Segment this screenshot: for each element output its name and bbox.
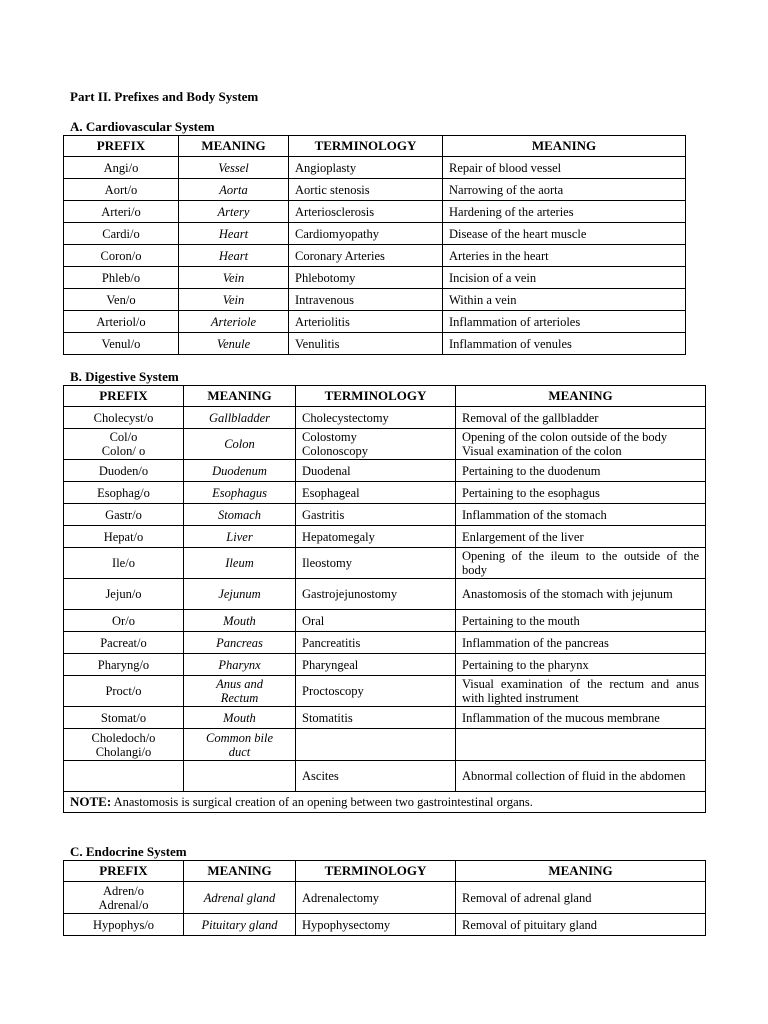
definition-cell-text: Within a vein bbox=[449, 292, 517, 307]
terminology-cell-text: Hypophysectomy bbox=[302, 917, 391, 932]
definition-cell-text: Abnormal collection of fluid in the abdomen bbox=[462, 769, 686, 783]
meaning-cell bbox=[179, 157, 289, 179]
terminology-cell-text: Hepatomegaly bbox=[302, 529, 375, 544]
terminology-cell-text: Esophageal bbox=[302, 485, 360, 500]
terminology-cell bbox=[296, 460, 456, 482]
table-row bbox=[64, 157, 686, 179]
definition-cell bbox=[456, 504, 706, 526]
prefix-cell-text: Stomat/o bbox=[100, 710, 147, 725]
definition-cell-text: Arteries in the heart bbox=[449, 248, 549, 263]
terminology-cell bbox=[289, 333, 443, 355]
meaning-cell bbox=[179, 289, 289, 311]
terminology-cell-text: Colostomy bbox=[302, 430, 357, 444]
prefix-cell-text: Hepat/o bbox=[103, 529, 144, 544]
meaning-cell bbox=[184, 482, 296, 504]
definition-cell bbox=[456, 654, 706, 676]
definition-cell-text: Narrowing of the aorta bbox=[449, 182, 564, 197]
terminology-cell-text: Angioplasty bbox=[295, 160, 357, 175]
terminology-cell bbox=[296, 610, 456, 632]
meaning-cell-text: Liver bbox=[226, 529, 253, 544]
table-row bbox=[64, 882, 706, 914]
terminology-cell-text: Coronary Arteries bbox=[295, 248, 385, 263]
meaning-cell-text: Heart bbox=[218, 248, 249, 263]
definition-cell-text: Inflammation of the mucous membrane bbox=[462, 710, 660, 725]
meaning-cell-text: Venule bbox=[216, 336, 251, 351]
col-header-meaning: MEANING bbox=[179, 136, 289, 157]
prefix-cell-text: Angi/o bbox=[103, 160, 139, 175]
meaning-cell-text: Stomach bbox=[217, 507, 262, 522]
meaning-cell-text: Heart bbox=[218, 226, 249, 241]
terminology-cell bbox=[296, 632, 456, 654]
prefix-cell-text: Arteriol/o bbox=[96, 314, 146, 329]
table-row bbox=[64, 482, 706, 504]
terminology-cell-text: Intravenous bbox=[295, 292, 355, 307]
prefix-cell bbox=[64, 482, 184, 504]
table-row bbox=[64, 914, 706, 936]
meaning-cell bbox=[184, 610, 296, 632]
prefix-cell bbox=[64, 429, 184, 460]
definition-cell-text: Repair of blood vessel bbox=[449, 160, 562, 175]
note-label: NOTE: bbox=[70, 794, 112, 809]
prefix-cell bbox=[64, 179, 179, 201]
terminology-cell-text: Oral bbox=[302, 613, 325, 628]
definition-cell bbox=[456, 460, 706, 482]
meaning-cell-text: Vessel bbox=[218, 160, 249, 175]
terminology-cell-text: Pharyngeal bbox=[302, 657, 359, 672]
table-header-row bbox=[64, 136, 686, 157]
meaning-cell-text: Mouth bbox=[223, 613, 256, 628]
definition-cell bbox=[456, 914, 706, 936]
prefix-cell bbox=[64, 311, 179, 333]
definition-cell-text: Removal of adrenal gland bbox=[462, 890, 592, 905]
definition-cell bbox=[443, 157, 686, 179]
endocrine-table bbox=[63, 860, 706, 936]
col-header-terminology: TERMINOLOGY bbox=[296, 861, 456, 882]
prefix-cell-text: Ile/o bbox=[112, 556, 135, 570]
terminology-cell bbox=[296, 676, 456, 707]
meaning-cell-text: Common bile bbox=[205, 730, 273, 745]
terminology-cell-text: Ascites bbox=[302, 769, 339, 783]
meaning-cell bbox=[179, 179, 289, 201]
definition-cell bbox=[456, 676, 706, 707]
meaning-cell-text: Rectum bbox=[220, 691, 259, 705]
prefix-cell bbox=[64, 654, 184, 676]
meaning-cell bbox=[184, 676, 296, 707]
meaning-cell bbox=[184, 460, 296, 482]
definition-cell-text: Inflammation of venules bbox=[449, 336, 572, 351]
table-row bbox=[64, 223, 686, 245]
prefix-cell bbox=[64, 526, 184, 548]
table-row bbox=[64, 707, 706, 729]
prefix-cell-text: Col/o bbox=[109, 430, 138, 444]
part-title: Part II. Prefixes and Body System bbox=[70, 89, 259, 104]
terminology-cell bbox=[289, 157, 443, 179]
definition-cell-text: Disease of the heart muscle bbox=[449, 226, 587, 241]
meaning-cell-text: Colon bbox=[224, 437, 255, 451]
prefix-cell bbox=[64, 882, 184, 914]
terminology-cell bbox=[296, 707, 456, 729]
prefix-cell-text: Or/o bbox=[112, 613, 135, 628]
note-cell bbox=[64, 792, 706, 813]
definition-cell-text: Removal of pituitary gland bbox=[462, 917, 598, 932]
meaning-cell bbox=[179, 267, 289, 289]
terminology-cell-text: Duodenal bbox=[302, 463, 351, 478]
terminology-cell-text: Proctoscopy bbox=[302, 684, 364, 698]
terminology-cell bbox=[296, 526, 456, 548]
meaning-cell bbox=[184, 632, 296, 654]
meaning-cell bbox=[184, 882, 296, 914]
terminology-cell-text: Colonoscopy bbox=[302, 444, 368, 458]
definition-cell-text: Hardening of the arteries bbox=[449, 204, 574, 219]
meaning-cell bbox=[184, 729, 296, 761]
meaning-cell-text: Pancreas bbox=[216, 635, 263, 650]
table-row bbox=[64, 311, 686, 333]
meaning-cell bbox=[184, 654, 296, 676]
prefix-cell bbox=[64, 245, 179, 267]
meaning-cell bbox=[179, 201, 289, 223]
col-header-definition: MEANING bbox=[456, 386, 706, 407]
prefix-cell bbox=[64, 579, 184, 610]
endocrine-section-title: C. Endocrine System bbox=[70, 844, 187, 859]
prefix-cell bbox=[64, 729, 184, 761]
prefix-cell bbox=[64, 914, 184, 936]
prefix-cell-text: Cardi/o bbox=[102, 226, 140, 241]
meaning-cell-text: Artery bbox=[217, 204, 250, 219]
terminology-cell-text: Arteriosclerosis bbox=[295, 204, 375, 219]
prefix-cell bbox=[64, 407, 184, 429]
terminology-cell-text: Venulitis bbox=[295, 336, 340, 351]
terminology-cell bbox=[289, 223, 443, 245]
col-header-prefix: PREFIX bbox=[64, 861, 184, 882]
col-header-prefix: PREFIX bbox=[64, 136, 179, 157]
table-row bbox=[64, 289, 686, 311]
table-row bbox=[64, 333, 686, 355]
prefix-cell-text: Duoden/o bbox=[98, 463, 149, 478]
prefix-cell-text: Jejun/o bbox=[105, 587, 142, 601]
prefix-cell bbox=[64, 201, 179, 223]
meaning-cell-text: Anus and bbox=[216, 677, 263, 691]
terminology-cell bbox=[289, 267, 443, 289]
prefix-cell-text: Ven/o bbox=[106, 292, 136, 307]
definition-cell bbox=[456, 882, 706, 914]
meaning-cell bbox=[179, 245, 289, 267]
prefix-cell-text: Pharyng/o bbox=[97, 657, 150, 672]
table-row bbox=[64, 610, 706, 632]
meaning-cell-text: Vein bbox=[222, 270, 245, 285]
terminology-cell-text: Gastrojejunostomy bbox=[302, 587, 398, 601]
terminology-cell bbox=[296, 429, 456, 460]
definition-cell-text: Pertaining to the duodenum bbox=[462, 463, 601, 478]
definition-cell bbox=[443, 223, 686, 245]
definition-cell bbox=[456, 632, 706, 654]
meaning-cell bbox=[184, 429, 296, 460]
table-row bbox=[64, 676, 706, 707]
definition-cell bbox=[456, 579, 706, 610]
definition-cell bbox=[443, 179, 686, 201]
terminology-cell bbox=[296, 579, 456, 610]
terminology-cell bbox=[289, 289, 443, 311]
terminology-cell bbox=[296, 548, 456, 579]
digestive-section-title: B. Digestive System bbox=[70, 369, 179, 384]
definition-cell-text: Incision of a vein bbox=[449, 270, 537, 285]
table-row bbox=[64, 504, 706, 526]
terminology-cell bbox=[296, 407, 456, 429]
cardio-table bbox=[63, 135, 686, 355]
terminology-cell-text: Aortic stenosis bbox=[295, 182, 370, 197]
definition-cell bbox=[443, 245, 686, 267]
definition-cell bbox=[443, 289, 686, 311]
terminology-cell bbox=[296, 882, 456, 914]
meaning-cell bbox=[184, 407, 296, 429]
prefix-cell-text: Phleb/o bbox=[101, 270, 141, 285]
prefix-cell bbox=[64, 676, 184, 707]
prefix-cell bbox=[64, 548, 184, 579]
meaning-cell bbox=[184, 707, 296, 729]
col-header-definition: MEANING bbox=[456, 861, 706, 882]
terminology-cell bbox=[289, 245, 443, 267]
table-row bbox=[64, 761, 706, 792]
table-row bbox=[64, 526, 706, 548]
terminology-cell bbox=[289, 311, 443, 333]
meaning-cell bbox=[179, 311, 289, 333]
prefix-cell bbox=[64, 333, 179, 355]
prefix-cell bbox=[64, 761, 184, 792]
meaning-cell bbox=[184, 504, 296, 526]
col-header-terminology: TERMINOLOGY bbox=[296, 386, 456, 407]
definition-cell bbox=[456, 729, 706, 761]
terminology-cell-text: Adrenalectomy bbox=[302, 890, 380, 905]
prefix-cell-text: Arteri/o bbox=[101, 204, 141, 219]
definition-cell bbox=[456, 526, 706, 548]
meaning-cell-text: Duodenum bbox=[212, 463, 267, 478]
prefix-cell-text: Adrenal/o bbox=[98, 897, 149, 912]
table-row bbox=[64, 429, 706, 460]
definition-cell-text: Anastomosis of the stomach with jejunum bbox=[462, 587, 673, 601]
terminology-cell bbox=[296, 482, 456, 504]
terminology-cell-text: Cardiomyopathy bbox=[295, 226, 380, 241]
definition-cell-text: Visual examination of the rectum and anus with lighted instrument bbox=[462, 677, 699, 705]
definition-cell bbox=[456, 707, 706, 729]
meaning-cell bbox=[179, 333, 289, 355]
meaning-cell-text: Pituitary gland bbox=[201, 917, 278, 932]
definition-cell-text: Pertaining to the esophagus bbox=[462, 485, 600, 500]
table-row bbox=[64, 407, 706, 429]
table-row bbox=[64, 548, 706, 579]
meaning-cell-text: Ileum bbox=[225, 556, 254, 570]
col-header-meaning: MEANING bbox=[184, 861, 296, 882]
terminology-cell-text: Gastritis bbox=[302, 507, 345, 522]
note-text: Anastomosis is surgical creation of an opening between two gastrointestinal organs. bbox=[111, 795, 533, 809]
terminology-cell-text: Ileostomy bbox=[302, 556, 352, 570]
definition-cell bbox=[443, 201, 686, 223]
definition-cell bbox=[456, 429, 706, 460]
prefix-cell bbox=[64, 267, 179, 289]
definition-cell bbox=[443, 333, 686, 355]
table-row bbox=[64, 654, 706, 676]
table-row bbox=[64, 245, 686, 267]
definition-cell-text: Opening of the ileum to the outside of the body bbox=[462, 549, 699, 577]
prefix-cell bbox=[64, 157, 179, 179]
terminology-cell bbox=[296, 654, 456, 676]
definition-cell-text: Pertaining to the mouth bbox=[462, 613, 580, 628]
prefix-cell-text: Pacreat/o bbox=[100, 635, 147, 650]
terminology-cell-text: Cholecystectomy bbox=[302, 410, 389, 425]
definition-cell-text: Opening of the colon outside of the body bbox=[462, 430, 668, 444]
meaning-cell bbox=[184, 548, 296, 579]
prefix-cell bbox=[64, 632, 184, 654]
definition-cell-text: Enlargement of the liver bbox=[462, 529, 584, 544]
meaning-cell-text: Aorta bbox=[219, 182, 248, 197]
prefix-cell bbox=[64, 707, 184, 729]
terminology-cell bbox=[296, 729, 456, 761]
prefix-cell-text: Choledoch/o bbox=[91, 730, 156, 745]
definition-cell-text: Inflammation of the pancreas bbox=[462, 635, 609, 650]
prefix-cell-text: Coron/o bbox=[100, 248, 142, 263]
table-row bbox=[64, 579, 706, 610]
meaning-cell-text: duct bbox=[228, 744, 251, 759]
prefix-cell-text: Esophag/o bbox=[97, 485, 150, 500]
terminology-cell bbox=[296, 761, 456, 792]
prefix-cell bbox=[64, 289, 179, 311]
prefix-cell-text: Hypophys/o bbox=[92, 917, 155, 932]
meaning-cell bbox=[184, 526, 296, 548]
meaning-cell-text: Jejunum bbox=[218, 587, 261, 601]
terminology-cell-text: Pancreatitis bbox=[302, 635, 361, 650]
definition-cell bbox=[456, 407, 706, 429]
definition-cell bbox=[456, 482, 706, 504]
prefix-cell-text: Cholangi/o bbox=[95, 744, 152, 759]
prefix-cell bbox=[64, 223, 179, 245]
definition-cell bbox=[443, 267, 686, 289]
terminology-cell-text: Stomatitis bbox=[302, 710, 353, 725]
definition-cell bbox=[456, 610, 706, 632]
prefix-cell-text: Proct/o bbox=[105, 684, 142, 698]
definition-cell bbox=[443, 311, 686, 333]
meaning-cell bbox=[184, 914, 296, 936]
prefix-cell-text: Gastr/o bbox=[105, 507, 142, 522]
prefix-cell bbox=[64, 610, 184, 632]
terminology-cell bbox=[296, 914, 456, 936]
prefix-cell bbox=[64, 504, 184, 526]
prefix-cell-text: Colon/ o bbox=[101, 444, 146, 458]
table-row bbox=[64, 460, 706, 482]
definition-cell-text: Removal of the gallbladder bbox=[462, 410, 599, 425]
table-header-row bbox=[64, 861, 706, 882]
col-header-terminology: TERMINOLOGY bbox=[289, 136, 443, 157]
meaning-cell-text: Arteriole bbox=[210, 314, 257, 329]
meaning-cell-text: Gallbladder bbox=[208, 410, 271, 425]
prefix-cell-text: Aort/o bbox=[104, 182, 138, 197]
terminology-cell-text: Phlebotomy bbox=[295, 270, 356, 285]
col-header-meaning: MEANING bbox=[184, 386, 296, 407]
prefix-cell-text: Adren/o bbox=[103, 883, 144, 898]
meaning-cell-text: Vein bbox=[222, 292, 245, 307]
definition-cell-text: Inflammation of arterioles bbox=[449, 314, 581, 329]
definition-cell bbox=[456, 761, 706, 792]
definition-cell bbox=[456, 548, 706, 579]
terminology-cell bbox=[289, 179, 443, 201]
digestive-table bbox=[63, 385, 706, 813]
prefix-cell-text: Venul/o bbox=[101, 336, 141, 351]
note-row bbox=[64, 792, 706, 813]
meaning-cell-text: Adrenal gland bbox=[203, 890, 276, 905]
terminology-cell bbox=[289, 201, 443, 223]
terminology-cell bbox=[296, 504, 456, 526]
definition-cell-text: Pertaining to the pharynx bbox=[462, 657, 589, 672]
cardio-section-title: A. Cardiovascular System bbox=[70, 119, 215, 134]
terminology-cell-text: Arteriolitis bbox=[295, 314, 350, 329]
meaning-cell-text: Pharynx bbox=[218, 657, 261, 672]
table-row bbox=[64, 632, 706, 654]
meaning-cell-text: Mouth bbox=[223, 710, 256, 725]
meaning-cell bbox=[179, 223, 289, 245]
definition-cell-text: Inflammation of the stomach bbox=[462, 507, 607, 522]
table-header-row bbox=[64, 386, 706, 407]
definition-cell-text: Visual examination of the colon bbox=[462, 444, 622, 458]
col-header-prefix: PREFIX bbox=[64, 386, 184, 407]
table-row bbox=[64, 729, 706, 761]
meaning-cell-text: Esophagus bbox=[212, 485, 267, 500]
table-row bbox=[64, 201, 686, 223]
table-row bbox=[64, 179, 686, 201]
prefix-cell-text: Cholecyst/o bbox=[93, 410, 154, 425]
meaning-cell bbox=[184, 579, 296, 610]
prefix-cell bbox=[64, 460, 184, 482]
col-header-definition: MEANING bbox=[443, 136, 686, 157]
meaning-cell bbox=[184, 761, 296, 792]
table-row bbox=[64, 267, 686, 289]
